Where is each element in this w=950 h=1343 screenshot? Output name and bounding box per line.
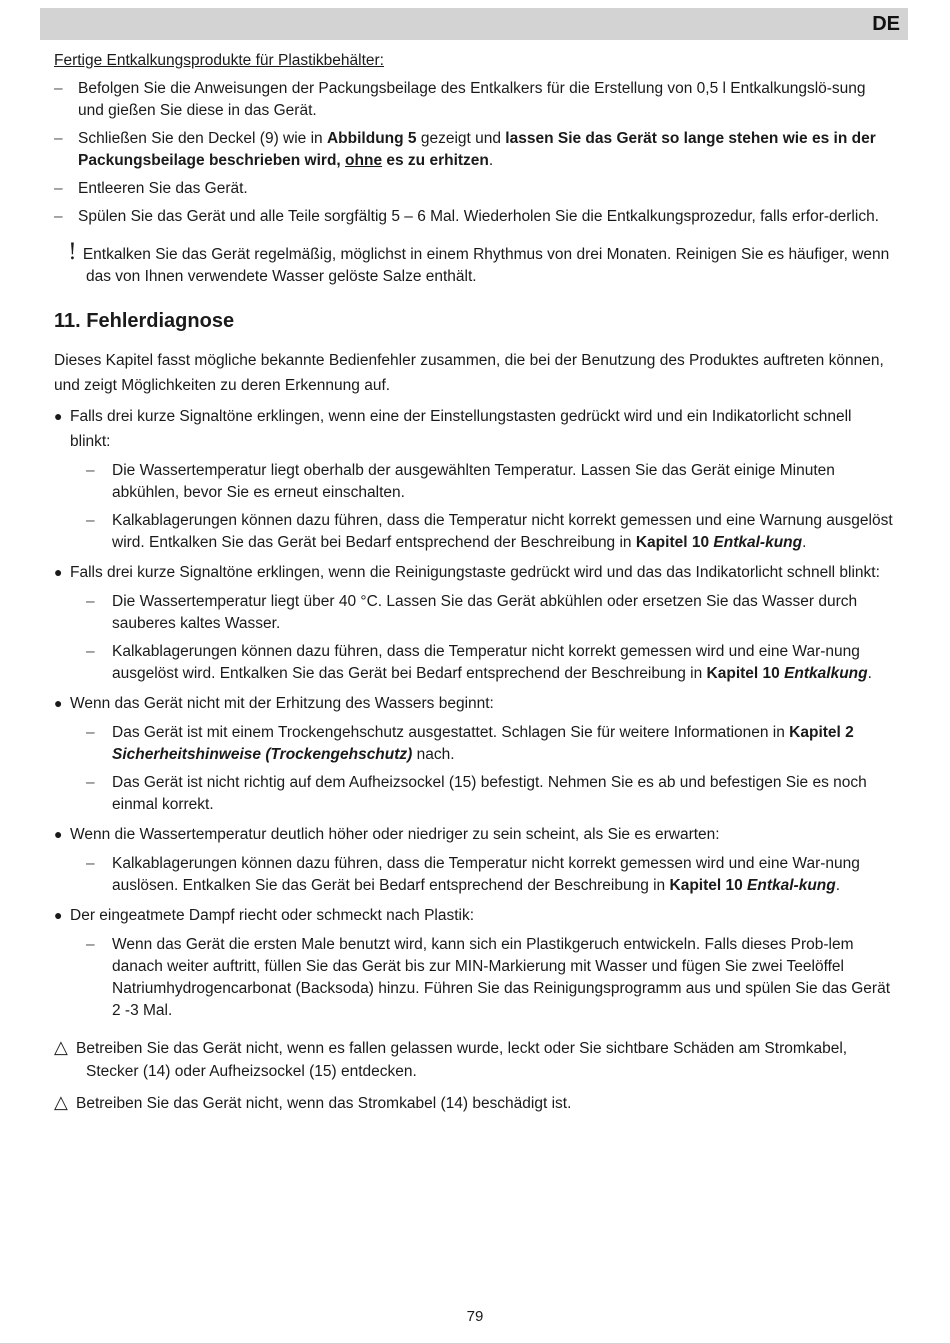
- header-bar: [40, 8, 908, 40]
- list-item: – Die Wassertemperatur liegt über 40 °C. Lassen Sie das Gerät abkühlen oder ersetzen Sie das Wasser durch sauberes kaltes Wasser.: [86, 593, 858, 632]
- bullet-icon: ●: [54, 907, 63, 923]
- list-item: – Das Gerät ist mit einem Trockengehschutz ausgestattet. Schlagen Sie für weitere Informationen in Kapitel 2 Sicherheitshinweise (Trockengehschutz) nach.: [86, 724, 854, 763]
- dash-icon: –: [86, 855, 95, 872]
- dash-icon: –: [86, 643, 95, 660]
- language-label: DE: [872, 13, 900, 35]
- list-item: – Die Wassertemperatur liegt oberhalb der ausgewählten Temperatur. Lassen Sie das Gerät einige Minuten abkühlen, bevor Sie es erneut einschalten.: [86, 462, 835, 501]
- dash-icon: –: [54, 130, 63, 147]
- list-item: – Schließen Sie den Deckel (9) wie in Abbildung 5 gezeigt und lassen Sie das Gerät so lange stehen wie es in der Packungsbeilage beschrieben wird, ohne es zu erhitzen.: [54, 130, 876, 169]
- bullet-icon: ●: [54, 564, 63, 580]
- list-item: – Kalkablagerungen können dazu führen, dass die Temperatur nicht korrekt gemessen wird und eine War-nung auslösen. Entkalken Sie das Gerät bei Bedarf entsprechend der Beschreibung in Kapitel 10 Entkal-kung.: [86, 855, 860, 894]
- list-item: – Kalkablagerungen können dazu führen, dass die Temperatur nicht korrekt gemessen und eine Warnung ausgelöst wird. Entkalken Sie das Gerät bei Bedarf entsprechend der Beschreibung in Kapitel 10 Entkal-kung.: [86, 512, 893, 551]
- bullet-item: ● Wenn die Wassertemperatur deutlich höher oder niedriger zu sein scheint, als Sie es erwarten:: [54, 822, 894, 847]
- bullet-item: ● Wenn das Gerät nicht mit der Erhitzung des Wassers beginnt:: [54, 691, 894, 716]
- list-item: – Spülen Sie das Gerät und alle Teile sorgfältig 5 – 6 Mal. Wiederholen Sie die Entkalkungsprozedur, falls erfor-derlich.: [54, 206, 894, 228]
- dash-icon: –: [86, 462, 95, 479]
- list-item: – Entleeren Sie das Gerät.: [54, 178, 894, 200]
- warning-paragraph: △ Betreiben Sie das Gerät nicht, wenn es fallen gelassen wurde, leckt oder Sie sichtbare Schäden am Stromkabel, Stecker (14) oder Aufheizsockel (15) entdecken.: [54, 1037, 848, 1080]
- dash-icon: –: [86, 774, 95, 791]
- dash-icon: –: [86, 593, 95, 610]
- bullet-item: ● Falls drei kurze Signaltöne erklingen, wenn eine der Einstellungstasten gedrückt wird und ein Indikatorlicht schnell blinkt:: [54, 404, 894, 454]
- warning-triangle-icon: △: [54, 1037, 68, 1057]
- page-number: 79: [466, 1308, 484, 1325]
- dash-icon: –: [86, 936, 95, 953]
- plastic-decalcify-title: Fertige Entkalkungsprodukte für Plastikbehälter:: [54, 52, 384, 69]
- note-paragraph: ! Entkalken Sie das Gerät regelmäßig, möglichst in einem Rhythmus von drei Monaten. Reinigen Sie es häufiger, wenn das von Ihnen verwendete Wasser gelöste Salze enthält.: [68, 240, 890, 285]
- dash-icon: –: [54, 80, 63, 97]
- section-title: 11. Fehlerdiagnose: [54, 310, 235, 332]
- dash-icon: –: [54, 180, 63, 197]
- bullet-icon: ●: [54, 695, 63, 711]
- dash-icon: –: [54, 208, 63, 225]
- list-item: – Kalkablagerungen können dazu führen, dass die Temperatur nicht korrekt gemessen wird und eine War-nung ausgelöst wird. Entkalken Sie das Gerät bei Bedarf entsprechend der Beschreibung in Kapitel 10 Entkalkung.: [86, 643, 872, 682]
- section-intro: Dieses Kapitel fasst mögliche bekannte Bedienfehler zusammen, die bei der Benutzung des Produktes auftreten können, und zeigt Möglichkeiten zu deren Erkennung auf.: [54, 352, 884, 394]
- list-item: – Das Gerät ist nicht richtig auf dem Aufheizsockel (15) befestigt. Nehmen Sie es ab und befestigen Sie es noch einmal korrekt.: [86, 774, 867, 813]
- list-item: – Befolgen Sie die Anweisungen der Packungsbeilage des Entkalkers für die Erstellung von 0,5 l Entkalkungslö-sung und gießen Sie diese in das Gerät.: [54, 80, 866, 119]
- exclamation-icon: !: [68, 240, 77, 265]
- bullet-icon: ●: [54, 826, 63, 842]
- dash-icon: –: [86, 512, 95, 529]
- page-content: [54, 50, 894, 1115]
- warning-paragraph: △ Betreiben Sie das Gerät nicht, wenn das Stromkabel (14) beschädigt ist.: [54, 1092, 572, 1112]
- bullet-item: ● Der eingeatmete Dampf riecht oder schmeckt nach Plastik:: [54, 903, 894, 928]
- warning-triangle-icon: △: [54, 1092, 68, 1112]
- list-item: – Wenn das Gerät die ersten Male benutzt wird, kann sich ein Plastikgeruch entwickeln. Falls dieses Prob-lem danach weiter auftritt, füllen Sie das Gerät bis zur MIN-Markierung mit Wasser und fügen Sie zwei Teelöffel Natriumhydrogencarbonat (Backsoda) hinzu. Führen Sie das Reinigungsprogramm aus und spülen Sie das Gerät 2 -3 Mal.: [86, 936, 891, 1019]
- bullet-item: ● Falls drei kurze Signaltöne erklingen, wenn die Reinigungstaste gedrückt wird und das das Indikatorlicht schnell blinkt:: [54, 560, 894, 585]
- bullet-icon: ●: [54, 408, 63, 424]
- dash-icon: –: [86, 724, 95, 741]
